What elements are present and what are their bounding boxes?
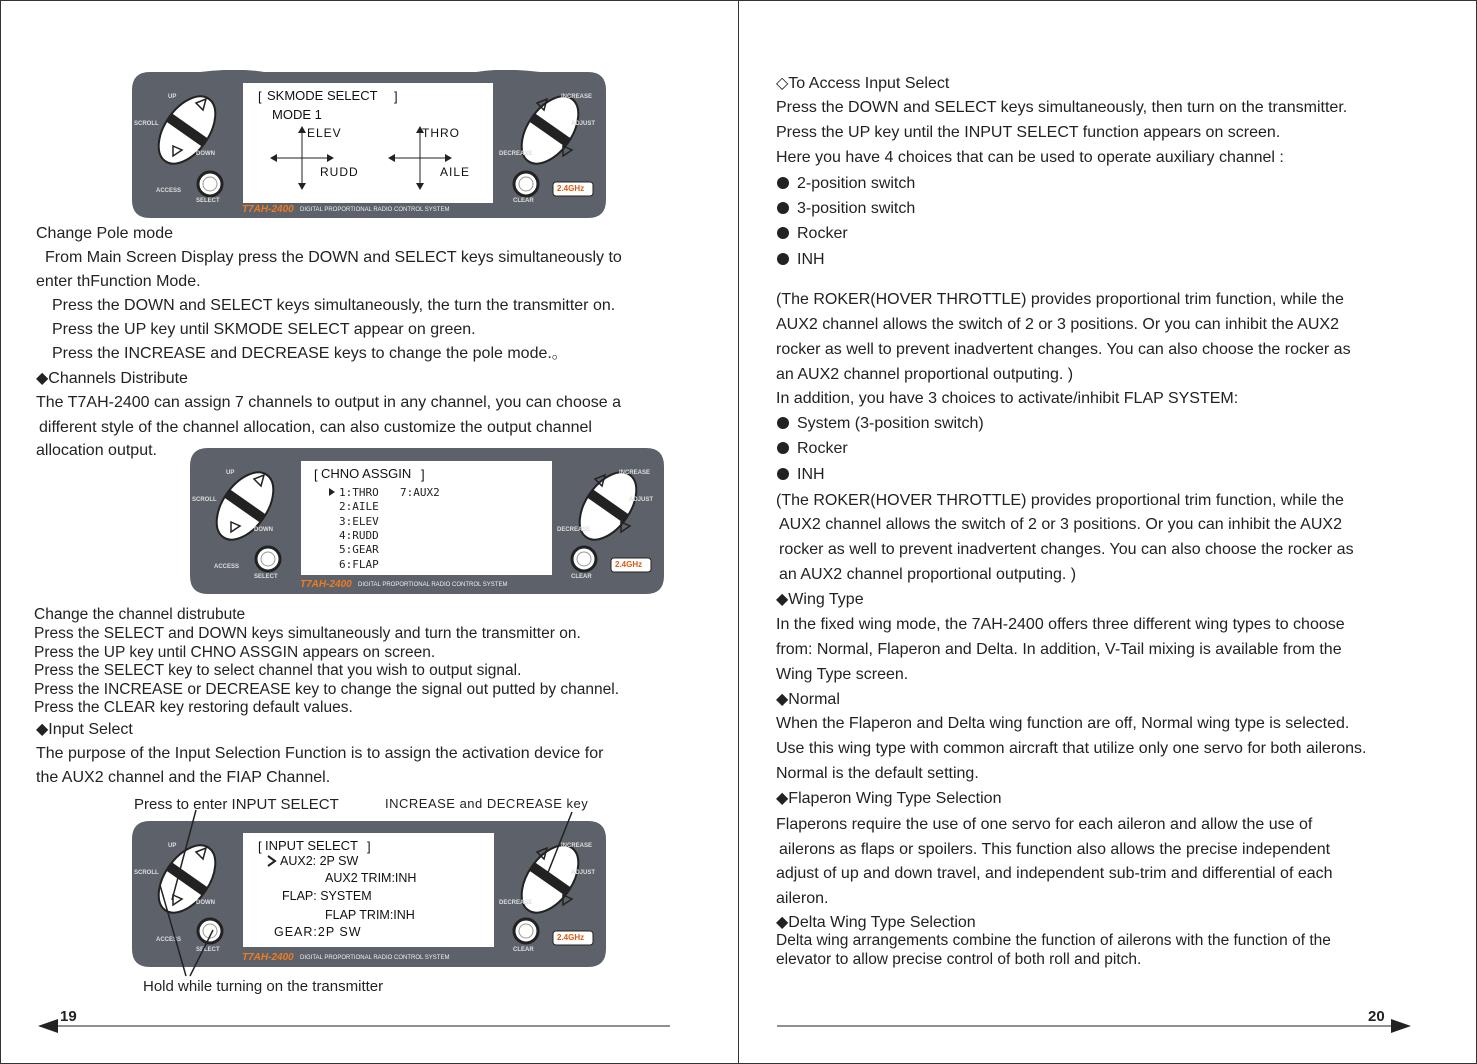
channels-line3: allocation output. — [36, 442, 157, 459]
access-line1: Press the DOWN and SELECT keys simultaneously, then turn on the transmitter. — [776, 99, 1348, 116]
option-text: INH — [797, 466, 825, 483]
lcd-title: INPUT SELECT — [265, 838, 358, 853]
access-option-1 — [777, 174, 915, 194]
lcd-elev: ELEV — [307, 126, 342, 140]
change-pole-line2: enter thFunction Mode. — [36, 273, 201, 290]
label-select: SELECT — [196, 947, 220, 953]
wing-line1: In the fixed wing mode, the 7AH-2400 offers three different wing types to choose — [776, 616, 1345, 633]
label-decrease: DECREASE — [499, 151, 533, 157]
delta-heading: ◆Delta Wing Type Selection — [776, 914, 976, 931]
access-option-3 — [777, 224, 848, 244]
option-text: System (3-position switch) — [797, 415, 984, 432]
label-access: ACCESS — [156, 937, 182, 943]
change-channel-line3: Press the SELECT key to select channel that you wish to output signal. — [34, 662, 522, 679]
flap-option-2 — [777, 439, 848, 459]
lcd-flap-trim: FLAP TRIM:INH — [325, 908, 415, 922]
lcd-channel-3: 3:ELEV — [339, 515, 379, 528]
bullet-icon — [777, 202, 789, 214]
flaperon-line2: ailerons as flaps or spoilers. This function also allows the precise independent — [779, 841, 1331, 858]
option-text: Rocker — [797, 225, 848, 242]
change-channel-line4: Press the INCREASE or DECREASE key to change the signal out putted by channel. — [34, 681, 620, 698]
channels-line2: different style of the channel allocation, can also customize the output channel — [39, 419, 592, 436]
badge-24ghz: 2.4GHz — [615, 560, 643, 569]
change-pole-line1: From Main Screen Display press the DOWN and SELECT keys simultaneously to — [45, 249, 622, 266]
flaperon-heading: ◆Flaperon Wing Type Selection — [776, 790, 1002, 807]
label-down: DOWN — [254, 527, 273, 533]
roker1-line4: an AUX2 channel proportional outputing. ) — [776, 366, 1074, 383]
wing-line3: Wing Type screen. — [776, 666, 909, 683]
lcd-gear: GEAR:2P SW — [274, 925, 362, 939]
label-adjust: ADJUST — [571, 870, 596, 876]
option-text: 3-position switch — [797, 200, 916, 217]
input-select-line1: The purpose of the Input Selection Function is to assign the activation device for — [36, 745, 604, 762]
lcd-channel-1: 1:THRO — [339, 486, 379, 499]
option-text: 2-position switch — [797, 175, 916, 192]
bullet-icon — [777, 442, 789, 454]
label-increase: INCREASE — [561, 94, 593, 100]
lcd-channel-2: 2:AILE — [339, 500, 379, 513]
roker2-line4: an AUX2 channel proportional outputing. ) — [779, 566, 1077, 583]
change-channel-line5: Press the CLEAR key restoring default values. — [34, 699, 353, 716]
roker1-line2: AUX2 channel allows the switch of 2 or 3 positions. Or you can inhibit the AUX2 — [776, 316, 1339, 333]
label-down: DOWN — [196, 151, 215, 157]
page-number-right: 20 — [1368, 1008, 1385, 1025]
normal-line1: When the Flaperon and Delta wing function are off, Normal wing type is selected. — [776, 715, 1350, 732]
input-select-line2: the AUX2 channel and the FIAP Channel. — [36, 769, 331, 786]
label-increase: INCREASE — [619, 470, 651, 476]
roker1-line5: In addition, you have 3 choices to activate/inhibit FLAP SYSTEM: — [776, 390, 1239, 407]
label-up: UP — [168, 94, 177, 100]
label-up: UP — [226, 470, 235, 476]
label-adjust: ADJUST — [629, 497, 654, 503]
system-text: DIGITAL PROPORTIONAL RADIO CONTROL SYSTEM — [300, 207, 450, 213]
label-clear: CLEAR — [571, 574, 592, 580]
delta-line1: Delta wing arrangements combine the function of ailerons with the function of the — [776, 932, 1331, 949]
access-line3: Here you have 4 choices that can be used to operate auxiliary channel : — [776, 149, 1284, 166]
roker2-line1: (The ROKER(HOVER THROTTLE) provides proportional trim function, while the — [776, 492, 1344, 509]
flap-option-3 — [777, 465, 825, 485]
access-line2: Press the UP key until the INPUT SELECT function appears on screen. — [776, 124, 1281, 141]
callout-increase-decrease: INCREASE and DECREASE key — [385, 796, 589, 811]
lcd-aux2-trim: AUX2 TRIM:INH — [325, 871, 417, 885]
roker2-line2: AUX2 channel allows the switch of 2 or 3 positions. Or you can inhibit the AUX2 — [779, 516, 1342, 533]
normal-heading: ◆Normal — [776, 691, 840, 708]
bullet-icon — [777, 417, 789, 429]
flaperon-line4: aileron. — [776, 890, 829, 907]
lcd-mode: MODE 1 — [272, 107, 322, 122]
badge-24ghz: 2.4GHz — [557, 933, 585, 942]
normal-line2: Use this wing type with common aircraft that utilize only one servo for both ailerons. — [776, 740, 1367, 757]
change-channel-line1: Press the SELECT and DOWN keys simultaneously and turn the transmitter on. — [34, 625, 581, 642]
label-select: SELECT — [196, 198, 220, 204]
flaperon-line3: adjust of up and down travel, and independent sub-trim and differential of each — [776, 865, 1333, 882]
normal-line3: Normal is the default setting. — [776, 765, 979, 782]
system-text: DIGITAL PROPORTIONAL RADIO CONTROL SYSTEM — [300, 955, 450, 961]
bullet-icon — [777, 177, 789, 189]
lcd-aile: AILE — [440, 165, 471, 179]
change-pole-line4: Press the UP key until SKMODE SELECT appear on green. — [52, 321, 476, 338]
channels-line1: The T7AH-2400 can assign 7 channels to output in any channel, you can choose a — [36, 394, 621, 411]
page-number-left: 19 — [60, 1008, 77, 1025]
label-decrease: DECREASE — [557, 527, 591, 533]
label-decrease: DECREASE — [499, 900, 533, 906]
change-channel-heading: Change the channel distrubute — [34, 606, 246, 623]
label-down: DOWN — [196, 900, 215, 906]
change-pole-line3: Press the DOWN and SELECT keys simultaneously, the turn the transmitter on. — [52, 297, 616, 314]
page-rule-right — [739, 1000, 1477, 1050]
roker2-line3: rocker as well to prevent inadvertent changes. You can also choose the rocker as — [779, 541, 1354, 558]
flaperon-line1: Flaperons require the use of one servo for each aileron and allow the use of — [776, 816, 1313, 833]
access-heading: ◇To Access Input Select — [776, 75, 950, 92]
lcd-flap: FLAP: SYSTEM — [282, 889, 372, 903]
change-pole-line5: Press the INCREASE and DECREASE keys to change the pole mode.。 — [52, 345, 568, 362]
wing-line2: from: Normal, Flaperon and Delta. In addition, V-Tail mixing is available from the — [776, 641, 1342, 658]
lcd-channel-5: 5:GEAR — [339, 543, 379, 556]
brand-logo: T7AH-2400 — [242, 204, 294, 215]
label-access: ACCESS — [156, 188, 182, 194]
delta-line2: elevator to allow precise control of both roll and pitch. — [776, 951, 1142, 968]
lcd-bracket-close: ] — [394, 89, 398, 104]
brand-logo: T7AH-2400 — [300, 579, 352, 590]
label-clear: CLEAR — [513, 198, 534, 204]
access-option-2 — [777, 199, 915, 219]
bullet-icon — [777, 227, 789, 239]
label-adjust: ADJUST — [571, 121, 596, 127]
callout-press-to-enter: Press to enter INPUT SELECT — [134, 796, 339, 813]
change-channel-line2: Press the UP key until CHNO ASSGIN appears on screen. — [34, 644, 436, 661]
badge-24ghz: 2.4GHz — [557, 184, 585, 193]
lcd-title: SKMODE SELECT — [267, 88, 378, 103]
lcd-channel-7: 7:AUX2 — [400, 486, 440, 499]
callout-hold: Hold while turning on the transmitter — [143, 978, 384, 995]
lcd-channel-6: 6:FLAP — [339, 558, 379, 571]
bullet-icon — [777, 253, 789, 265]
lcd-bracket-close: ] — [421, 467, 425, 482]
lcd-title: CHNO ASSGIN — [321, 466, 412, 481]
lcd-bracket-open: [ — [258, 89, 262, 104]
lcd-rudd: RUDD — [320, 165, 359, 179]
label-scroll: SCROLL — [192, 497, 217, 503]
label-select: SELECT — [254, 574, 278, 580]
label-access: ACCESS — [214, 564, 240, 570]
lcd-thro: THRO — [422, 126, 460, 140]
label-clear: CLEAR — [513, 947, 534, 953]
roker1-line3: rocker as well to prevent inadvertent changes. You can also choose the rocker as — [776, 341, 1351, 358]
system-text: DIGITAL PROPORTIONAL RADIO CONTROL SYSTEM — [358, 582, 508, 588]
label-up: UP — [168, 843, 177, 849]
channels-heading: ◆Channels Distribute — [36, 370, 188, 387]
change-pole-heading: Change Pole mode — [36, 225, 173, 242]
lcd-bracket-open: [ — [314, 467, 318, 482]
lcd-bracket-close: ] — [367, 839, 371, 854]
lcd-aux2: AUX2: 2P SW — [280, 854, 359, 868]
flap-option-1 — [777, 414, 984, 434]
option-text: INH — [797, 251, 825, 268]
wing-heading: ◆Wing Type — [776, 591, 864, 608]
label-increase: INCREASE — [561, 843, 593, 849]
label-scroll: SCROLL — [134, 121, 159, 127]
bullet-icon — [777, 468, 789, 480]
label-scroll: SCROLL — [134, 870, 159, 876]
roker1-line1: (The ROKER(HOVER THROTTLE) provides proportional trim function, while the — [776, 291, 1344, 308]
lcd-bracket-open: [ — [258, 839, 262, 854]
input-select-heading: ◆Input Select — [36, 721, 133, 738]
brand-logo: T7AH-2400 — [242, 952, 294, 963]
option-text: Rocker — [797, 440, 848, 457]
lcd-channel-4: 4:RUDD — [339, 529, 379, 542]
access-option-4 — [777, 250, 825, 270]
